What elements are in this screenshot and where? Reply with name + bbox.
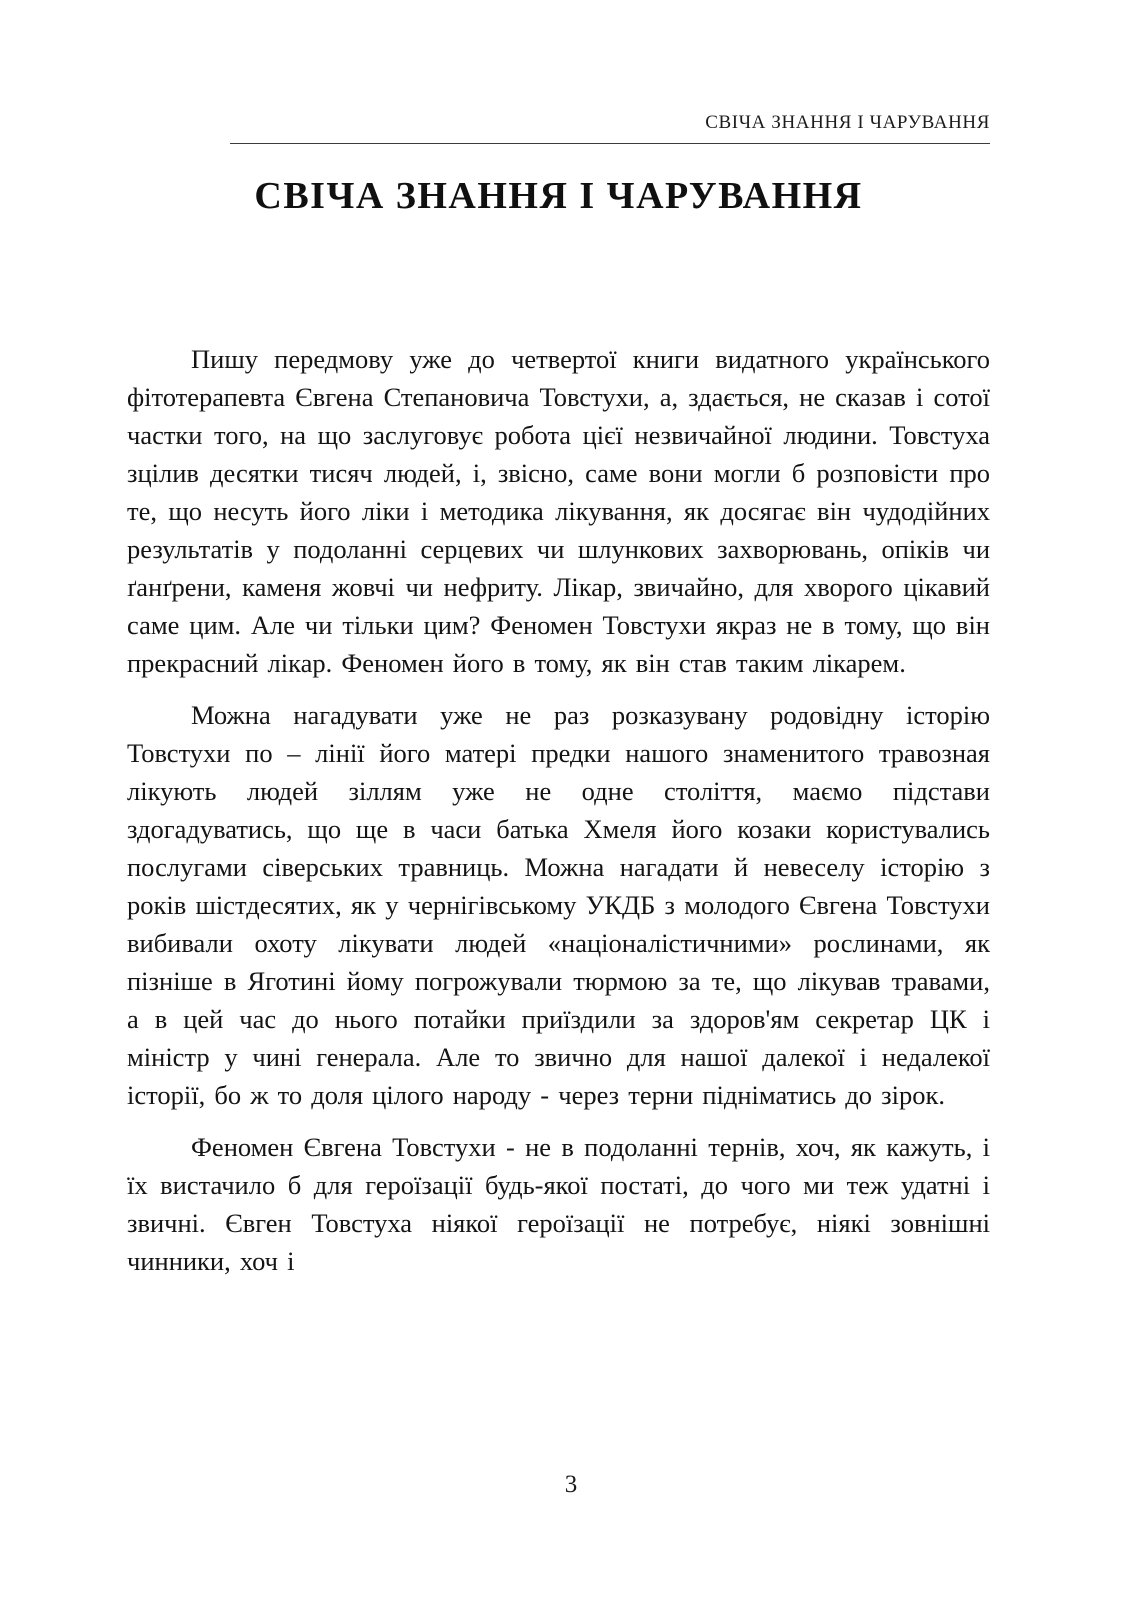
page-number: 3 xyxy=(564,1471,578,1498)
page-title: СВІЧА ЗНАННЯ І ЧАРУВАННЯ xyxy=(254,175,863,217)
paragraph-2: Можна нагадувати уже не раз розказувану родовідну історію Товстухи по – лінії його матері предки нашого знаменитого травозная лікують людей зіллям уже не одне століття, маємо підстави здогадуватись, що ще в часи батька Хмеля його козаки користувались послугами сіверських травниць. Можна нагадати й невеселу історію з років шістдесятих, як у чернігівському УКДБ з молодого Євгена Товстухи вибивали охоту лікувати людей «націоналістичними» рослинами, як пізніше в Яготині йому погрожували тюрмою за те, що лікував травами, а в цей час до нього потайки приїздили за здоров'ям секретар ЦК і міністр у чині генерала. Але то звично для нашої далекої і недалекої історії, бо ж то доля цілого народу - через терни підніматись до зірок. xyxy=(127,700,990,1110)
header-rule xyxy=(230,143,990,144)
running-header: СВІЧА ЗНАННЯ І ЧАРУВАННЯ xyxy=(705,112,990,133)
paragraph-3: Феномен Євгена Товстухи - не в подоланні тернів, хоч, як кажуть, і їх вистачило б для героїзації будь-якої постаті, до чого ми теж удатні і звичні. Євген Товстуха ніякої героїзації не потребує, ніякі зовнішні чинники, хоч і xyxy=(127,1132,990,1276)
paragraph-1: Пишу передмову уже до четвертої книги видатного українського фітотерапевта Євгена Степановича Товстухи, а, здається, не сказав і сотої частки того, на що заслуговує робота цієї незвичайної людини. Товстуха зцілив десятки тисяч людей, і, звісно, саме вони могли б розповісти про те, що несуть його ліки і методика лікування, як досягає він чудодійних результатів у подоланні серцевих чи шлункових захворювань, опіків чи ґанґрени, каменя жовчі чи нефриту. Лікар, звичайно, для хворого цікавий саме цим. Але чи тільки цим? Феномен Товстухи якраз не в тому, що він прекрасний лікар. Феномен його в тому, як він став таким лікарем. xyxy=(127,344,990,678)
body-text xyxy=(127,340,990,1280)
